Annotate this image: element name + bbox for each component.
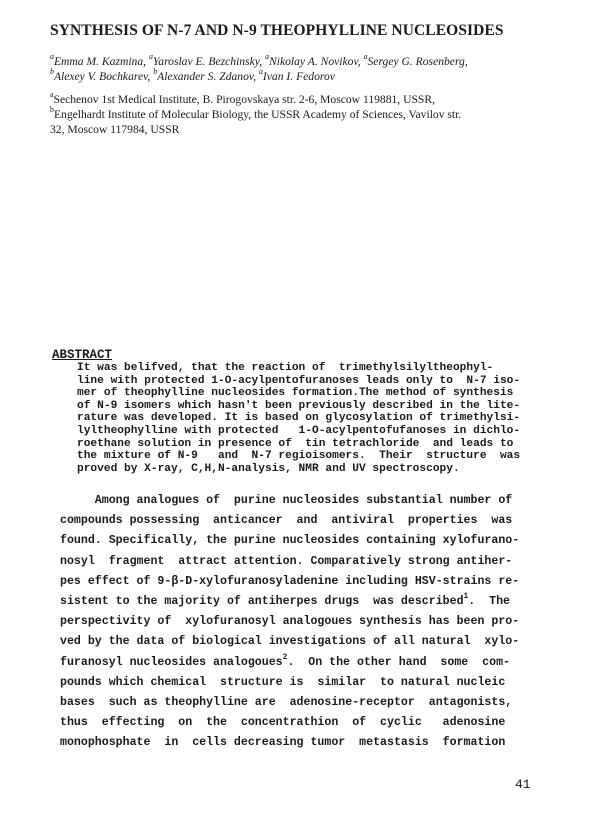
author-line [50, 66, 560, 84]
body-line: nosyl fragment attract attention. Comparatively strong antiher- [60, 554, 513, 568]
body-line: thus effecting on the concentrathion of cyclic adenosine [60, 716, 506, 730]
abstract-line: mer of theophylline nucleosides formation.The method of synthesis [77, 387, 514, 400]
abstract-line: of N-9 isomers which hasn't been previously described in the lite- [77, 399, 521, 412]
abstract-line: roethane solution in presence of tin tetrachloride and leads to [77, 437, 514, 450]
abstract-line: line with protected 1-O-acylpentofuranoses leads only to N-7 iso- [77, 374, 521, 387]
abstract-line: rature was developed. It is based on glycosylation of trimethylsi- [77, 412, 521, 425]
author: $^a$Ivan I. Fedorov [258, 66, 335, 83]
reference-marker: 1 [463, 591, 469, 601]
author: $^b$Alexey V. Bochkarev, [50, 66, 154, 83]
author: $^a$Sergey G. Rosenberg, [363, 51, 468, 68]
body-line: found. Specifically, the purine nucleosides containing xylofurano- [60, 534, 520, 548]
affiliation-line: $^b$Engelhardt Institute of Molecular Biology, the USSR Academy of Sciences, Vavilov str. [50, 104, 462, 121]
body-line: sistent to the majority of antiherpes drugs was described$^1$. The [60, 591, 511, 609]
abstract-line: lyltheophylline with protected 1-O-acylpentofufanoses in dichlo- [77, 424, 521, 437]
body-line: Among analogues of purine nucleosides substantial number of [60, 494, 513, 507]
author-line [50, 51, 560, 69]
abstract-body [77, 362, 532, 475]
body-line: ved by the data of biological investigations of all natural xylo- [60, 635, 520, 649]
body-line: pounds which chemical structure is similar to natural nucleic [60, 675, 506, 689]
page-number: 41 [515, 777, 531, 792]
body-line: bases such as theophylline are adenosine-receptor antagonists, [60, 696, 513, 710]
author: $^a$Yaroslav E. Bezchinsky, [148, 51, 266, 68]
abstract-line: the mixture of N-9 and N-7 regioisomers. Their structure was [77, 450, 521, 463]
body-line: monophosphate in cells decreasing tumor metastasis formation [60, 736, 506, 750]
body-line: compounds possessing anticancer and antiviral properties was [60, 514, 513, 528]
affiliation-block [50, 89, 570, 137]
affiliation-line: $^a$Sechenov 1st Medical Institute, B. Pirogovskaya str. 2-6, Moscow 119881, USSR, [50, 89, 436, 106]
author: $^a$Nikolay A. Novikov, [265, 51, 364, 68]
abstract-line: proved by X-ray, C,H,N-analysis, NMR and UV spectroscopy. [77, 462, 460, 475]
abstract-line: It was belifved, that the reaction of trimethylsilyltheophyl- [77, 362, 494, 374]
body-line: perspectivity of xylofuranosyl analogoues synthesis has been pro- [60, 615, 520, 629]
affiliation-line: 32, Moscow 117984, USSR [50, 123, 180, 136]
reference-marker: 2 [282, 652, 288, 662]
body-text [60, 491, 530, 754]
author: $^a$Emma M. Kazmina, [50, 51, 149, 68]
author-list [50, 51, 560, 84]
body-line: furanosyl nucleosides analogoues$^2$. On the other hand some com- [60, 652, 511, 669]
abstract-heading: ABSTRACT [52, 348, 113, 362]
author: $^b$Alexander S. Zdanov, [153, 66, 259, 83]
paper-title: SYNTHESIS OF N-7 AND N-9 THEOPHYLLINE NUCLEOSIDES [50, 22, 504, 39]
body-line: pes effect of 9-β-D-xylofuranosyladenine including HSV-strains re- [60, 574, 520, 588]
